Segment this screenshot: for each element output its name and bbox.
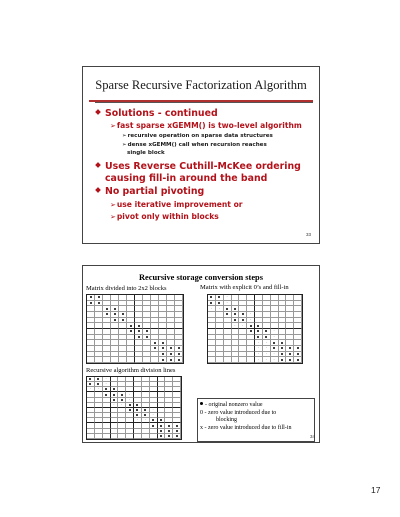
zero-mark: · [273, 351, 275, 356]
bullet-continuation: single block [127, 150, 165, 156]
nonzero-dot [113, 399, 115, 401]
nonzero-dot [176, 430, 178, 432]
matrix-cell [159, 357, 167, 363]
matrix-cell [127, 357, 135, 363]
matrix-cell [134, 434, 142, 439]
nonzero-dot [170, 359, 172, 361]
nonzero-dot [121, 399, 123, 401]
zero-mark: · [257, 351, 259, 356]
nonzero-dot [289, 353, 291, 355]
diamond-bullet-icon [95, 109, 101, 115]
zero-mark: · [105, 376, 107, 381]
nonzero-dot [162, 359, 164, 361]
title-underline [95, 102, 313, 103]
zero-mark: · [265, 351, 267, 356]
matrix-2x2-blocks [86, 294, 184, 364]
nonzero-dot [129, 409, 131, 411]
nonzero-dot [154, 342, 156, 344]
nonzero-dot [144, 409, 146, 411]
nonzero-dot [89, 383, 91, 385]
legend-nonzero: - original nonzero value [200, 402, 312, 410]
nonzero-dot [170, 353, 172, 355]
slide-recursive-storage-conversion [82, 265, 320, 443]
zero-mark: · [113, 402, 115, 407]
zero-mark: · [226, 294, 228, 299]
zero-mark: · [136, 417, 138, 422]
nonzero-dot [250, 330, 252, 332]
nonzero-dot [273, 347, 275, 349]
zero-mark: · [257, 345, 259, 350]
bullet-item: ➢use iterative improvement or [110, 200, 243, 209]
matrix-cell [263, 357, 271, 363]
zero-mark: · [218, 305, 220, 310]
bullet-item: Solutions - continued [96, 109, 218, 118]
nonzero-dot [152, 419, 154, 421]
matrix-cell [286, 357, 294, 363]
nonzero-dot [265, 336, 267, 338]
nonzero-dot [218, 302, 220, 304]
nonzero-dot [297, 353, 299, 355]
zero-mark: · [129, 391, 131, 396]
zero-mark: · [105, 381, 107, 386]
zero-mark: · [226, 300, 228, 305]
nonzero-dot [257, 330, 259, 332]
nonzero-dot [178, 359, 180, 361]
matrix-cell [167, 357, 175, 363]
caption-explicit-zeros: Matrix with explicit 0’s and fill-in [200, 284, 289, 291]
zero-mark: · [152, 412, 154, 417]
nonzero-dot [98, 302, 100, 304]
nonzero-dot [210, 296, 212, 298]
nonzero-dot [168, 425, 170, 427]
caption-division-lines: Recursive algorithm division lines [86, 367, 176, 374]
nonzero-dot [144, 414, 146, 416]
nonzero-dot [98, 296, 100, 298]
nonzero-dot [218, 296, 220, 298]
nonzero-dot [160, 425, 162, 427]
nonzero-dot [122, 313, 124, 315]
slide-number: 33 [305, 232, 311, 237]
matrix-cell [294, 357, 302, 363]
nonzero-dot [226, 313, 228, 315]
nonzero-dot [176, 435, 178, 437]
arrow-bullet-icon: ➢ [110, 213, 116, 221]
arrow-bullet-icon: ➢ [122, 133, 127, 139]
arrow-bullet-icon: ➢ [110, 201, 116, 209]
legend-zero-blocking: 0 - zero value introduced due to [200, 409, 277, 416]
zero-mark: · [265, 339, 267, 344]
zero-mark: · [89, 386, 91, 391]
nonzero-dot [105, 388, 107, 390]
matrix-cell [126, 434, 134, 439]
nonzero-dot [114, 308, 116, 310]
bullet-item: ➢recursive operation on sparse data structures [122, 133, 273, 139]
zero-mark: · [242, 322, 244, 327]
zero-mark: · [152, 407, 154, 412]
nonzero-dot [160, 435, 162, 437]
nonzero-dot [281, 342, 283, 344]
nonzero-dot [281, 347, 283, 349]
nonzero-dot [90, 302, 92, 304]
zero-mark: · [210, 305, 212, 310]
nonzero-dot [106, 313, 108, 315]
matrix-cell [165, 434, 173, 439]
nonzero-dot [160, 419, 162, 421]
nonzero-dot [90, 296, 92, 298]
slide-title: Recursive storage conversion steps [139, 273, 263, 282]
nonzero-dot [136, 409, 138, 411]
matrix-cell [175, 357, 183, 363]
bullet-item: ➢fast sparse xGEMM() is two-level algorithm [110, 121, 302, 130]
nonzero-dot [178, 353, 180, 355]
nonzero-dot [265, 330, 267, 332]
nonzero-dot [114, 313, 116, 315]
bullet-item: ➢pivot only within blocks [110, 212, 219, 221]
zero-mark: · [234, 322, 236, 327]
nonzero-dot [146, 336, 148, 338]
matrix-cell [216, 357, 224, 363]
nonzero-dot [162, 342, 164, 344]
matrix-cell [158, 434, 166, 439]
matrix-division-lines [86, 376, 182, 440]
zero-mark: · [265, 356, 267, 361]
matrix-cell [247, 357, 255, 363]
bullet-item: No partial pivoting [96, 187, 204, 196]
nonzero-dot [250, 325, 252, 327]
nonzero-dot [297, 347, 299, 349]
diamond-bullet-icon [95, 162, 101, 168]
nonzero-dot [152, 425, 154, 427]
zero-mark: · [129, 396, 131, 401]
legend-blocking-cont: blocking [216, 417, 237, 424]
zero-mark: · [265, 345, 267, 350]
nonzero-dot [105, 394, 107, 396]
nonzero-dot [114, 319, 116, 321]
matrix-cell [142, 434, 150, 439]
nonzero-dot [146, 330, 148, 332]
matrix-cell [95, 434, 103, 439]
matrix-cell [150, 434, 158, 439]
nonzero-dot [257, 336, 259, 338]
nonzero-dot [121, 394, 123, 396]
matrix-cell [173, 434, 181, 439]
slide-title: Sparse Recursive Factorization Algorithm [95, 78, 307, 92]
zero-mark: · [273, 356, 275, 361]
nonzero-dot [273, 342, 275, 344]
nonzero-dot [289, 347, 291, 349]
nonzero-dot [136, 404, 138, 406]
nonzero-dot [162, 353, 164, 355]
nonzero-dot [234, 319, 236, 321]
zero-mark: · [144, 417, 146, 422]
caption-2x2-blocks: Matrix divided into 2x2 blocks [86, 285, 167, 292]
nonzero-dot [113, 388, 115, 390]
nonzero-dot [297, 359, 299, 361]
nonzero-dot [136, 414, 138, 416]
legend-fill-in: x - zero value introduced due to fill-in [200, 425, 292, 432]
matrix-cell [95, 357, 103, 363]
bullet-item: ➢dense xGEMM() call when recursion reaches [122, 142, 267, 148]
zero-mark: · [273, 334, 275, 339]
matrix-cell [119, 357, 127, 363]
nonzero-dot [138, 336, 140, 338]
nonzero-dot [138, 330, 140, 332]
matrix-cell [118, 434, 126, 439]
nonzero-dot [234, 308, 236, 310]
nonzero-dot [113, 394, 115, 396]
nonzero-dot [226, 308, 228, 310]
matrix-cell [111, 434, 119, 439]
nonzero-dot [257, 325, 259, 327]
nonzero-dot [130, 325, 132, 327]
nonzero-dot [234, 313, 236, 315]
nonzero-dot [97, 378, 99, 380]
matrix-cell [103, 357, 111, 363]
nonzero-dot [122, 319, 124, 321]
arrow-bullet-icon: ➢ [122, 142, 127, 148]
zero-mark: · [257, 356, 259, 361]
matrix-cell [279, 357, 287, 363]
arrow-bullet-icon: ➢ [110, 122, 116, 130]
nonzero-dot [178, 347, 180, 349]
nonzero-dot [162, 347, 164, 349]
zero-mark: · [273, 328, 275, 333]
matrix-cell [271, 357, 279, 363]
matrix-cell [151, 357, 159, 363]
bullet-continuation: causing fill-in around the band [105, 173, 268, 184]
nonzero-dot [129, 404, 131, 406]
zero-mark: · [257, 339, 259, 344]
nonzero-dot [168, 435, 170, 437]
nonzero-dot [289, 359, 291, 361]
matrix-cell [255, 357, 263, 363]
nonzero-dot [170, 347, 172, 349]
matrix-cell [87, 357, 95, 363]
matrix-explicit-fill-in [207, 294, 303, 364]
zero-mark: · [250, 311, 252, 316]
bullet-item: Uses Reverse Cuthill-McKee ordering [96, 162, 301, 171]
nonzero-dot-icon [200, 402, 203, 405]
nonzero-dot [97, 383, 99, 385]
zero-mark: · [121, 402, 123, 407]
nonzero-dot [242, 319, 244, 321]
matrix-cell [103, 434, 111, 439]
diamond-bullet-icon [95, 187, 101, 193]
matrix-cell [208, 357, 216, 363]
nonzero-dot [281, 353, 283, 355]
nonzero-dot [168, 430, 170, 432]
zero-mark: · [97, 386, 99, 391]
matrix-cell [87, 434, 95, 439]
nonzero-dot [242, 313, 244, 315]
matrix-cell [232, 357, 240, 363]
matrix-cell [239, 357, 247, 363]
matrix-cell [143, 357, 151, 363]
nonzero-dot [176, 425, 178, 427]
slide-sparse-recursive-factorization [82, 66, 320, 244]
matrix-cell [224, 357, 232, 363]
nonzero-dot [281, 359, 283, 361]
zero-mark: · [250, 317, 252, 322]
slide-number: 34 [309, 434, 315, 439]
legend-box [197, 398, 315, 442]
nonzero-dot [89, 378, 91, 380]
nonzero-dot [138, 325, 140, 327]
page-number: 17 [371, 485, 381, 495]
nonzero-dot [106, 308, 108, 310]
matrix-cell [111, 357, 119, 363]
nonzero-dot [154, 347, 156, 349]
nonzero-dot [160, 430, 162, 432]
nonzero-dot [130, 330, 132, 332]
matrix-cell [135, 357, 143, 363]
nonzero-dot [210, 302, 212, 304]
